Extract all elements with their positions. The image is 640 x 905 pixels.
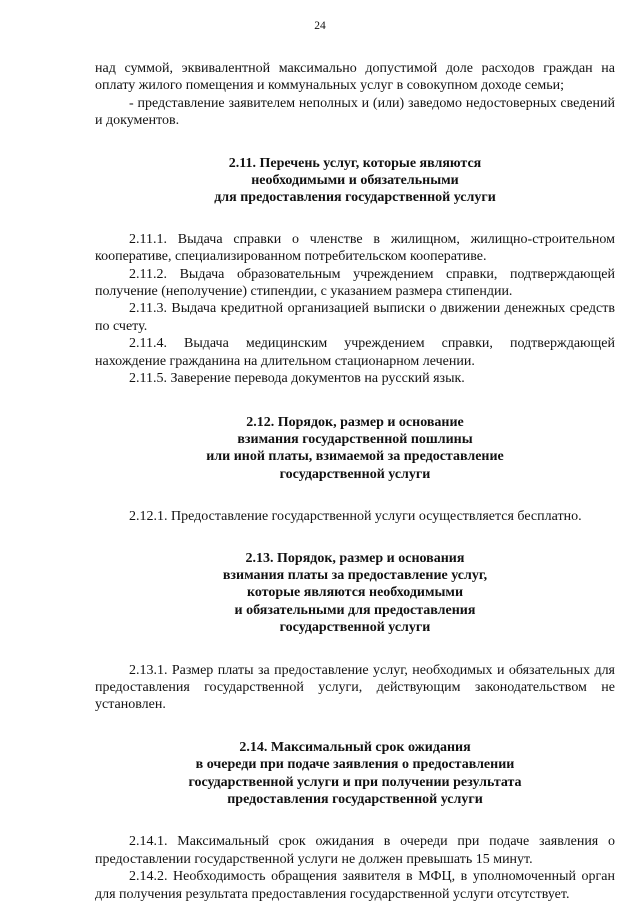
heading-line: предоставления государственной услуги: [227, 792, 483, 807]
document-body: [95, 60, 615, 903]
item-2-11-4: 2.11.4. Выдача медицинским учреждением справки, подтверждающей нахождение гражданина на длительном стационарном лечении.: [95, 336, 615, 369]
item-2-11-5: 2.11.5. Заверение перевода документов на русский язык.: [129, 371, 465, 387]
item-2-13-1: 2.13.1. Размер платы за предоставление услуг, необходимых и обязательных для предоставления государственной услуги, действующим законодательством не установлен.: [95, 662, 615, 713]
heading-line: взимания государственной пошлины: [237, 431, 473, 447]
heading-line: или иной платы, взимаемой за предоставление: [206, 449, 504, 465]
item-2-11-3: 2.11.3. Выдача кредитной организацией выписки о движении денежных средств по счету.: [95, 301, 615, 334]
item-2-11-2: 2.11.2. Выдача образовательным учреждением справки, подтверждающей получение (неполучение) стипендии, с указанием размера стипендии.: [95, 266, 615, 300]
heading-line: необходимыми и обязательными: [251, 173, 459, 189]
heading-line: 2.14. Максимальный срок ожидания: [239, 739, 471, 755]
page-number: 24: [314, 20, 326, 32]
heading-line: 2.11. Перечень услуг, которые являются: [228, 155, 482, 171]
heading-line: государственной услуги: [279, 620, 431, 636]
section-2-12-heading: [95, 414, 615, 484]
intro-paragraph-2: - представление заявителем неполных и (или) заведомо недостоверных сведений и документов.: [95, 95, 615, 129]
section-2-11-heading: [95, 155, 615, 207]
heading-line: и обязательными для предоставления: [234, 602, 476, 618]
heading-line: в очереди при подаче заявления о предоставлении: [195, 757, 515, 773]
heading-line: 2.12. Порядок, размер и основание: [246, 414, 464, 430]
item-2-14-2: 2.14.2. Необходимость обращения заявителя в МФЦ, в уполномоченный орган для получения результата предоставления государственной услуги отсутствует.: [95, 869, 615, 902]
heading-line: которые являются необходимыми: [246, 585, 464, 601]
section-2-14-heading: [95, 739, 615, 809]
heading-line: для предоставления государственной услуги: [214, 190, 496, 206]
intro-paragraph-1: над суммой, эквивалентной максимально допустимой доле расходов граждан на оплату жилого помещения и коммунальных услуг в совокупном доходе семьи;: [95, 61, 615, 94]
item-2-14-1: 2.14.1. Максимальный срок ожидания в очереди при подаче заявления о предоставлении государственной услуги не должен превышать 15 минут.: [95, 834, 615, 867]
heading-line: государственной услуги и при получении результата: [188, 774, 522, 790]
section-2-13-heading: [95, 550, 615, 637]
heading-line: 2.13. Порядок, размер и основания: [245, 550, 465, 566]
item-2-12-1: 2.12.1. Предоставление государственной услуги осуществляется бесплатно.: [129, 509, 582, 525]
heading-line: государственной услуги: [279, 466, 431, 482]
heading-line: взимания платы за предоставление услуг,: [222, 567, 488, 583]
item-2-11-1: 2.11.1. Выдача справки о членстве в жилищном, жилищно-строительном кооперативе, специализированном потребительском кооперативе.: [95, 231, 615, 265]
